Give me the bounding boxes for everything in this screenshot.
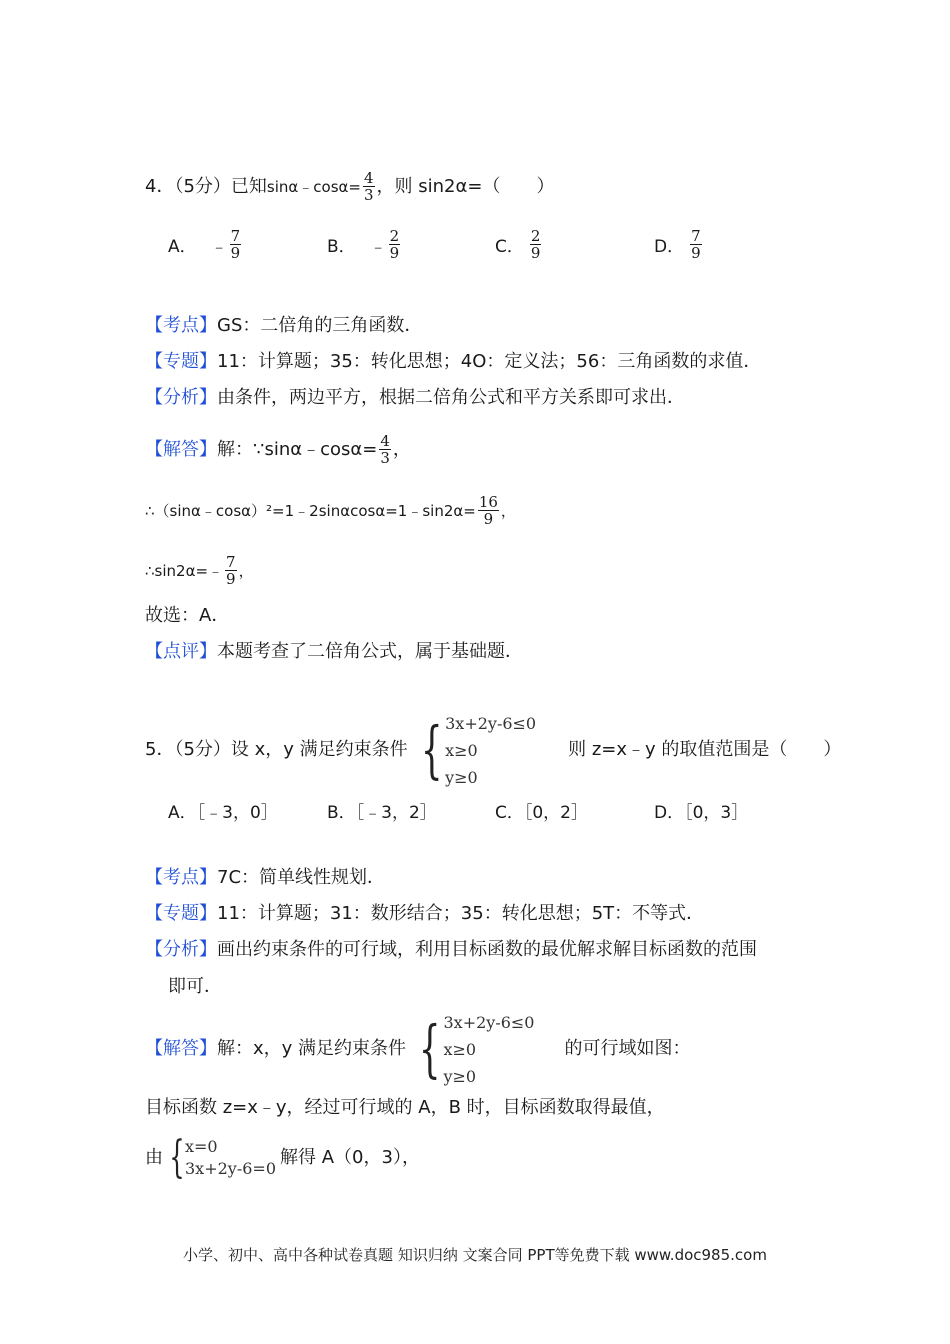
q5-fenxi xyxy=(145,938,757,962)
kaodian-text: 7C：简单线性规划． xyxy=(217,867,386,888)
kaodian-tag: 【考点】 xyxy=(145,867,217,888)
q4-option-b xyxy=(327,228,402,261)
frac-den: 3 xyxy=(380,449,390,467)
q4-fenxi xyxy=(145,386,685,410)
frac-num: 4 xyxy=(380,432,390,450)
q5-jieda xyxy=(145,1010,690,1088)
constraint-row: 3x+2y-6≤0 xyxy=(445,713,537,733)
q4-answer xyxy=(145,604,229,628)
q4-jieda xyxy=(145,433,411,466)
q5-stem-pre: 5．（5分）设 x，y 满足约束条件 xyxy=(145,739,408,760)
zhuanti-text: 11：计算题；31：数形结合；35：转化思想；5T：不等式． xyxy=(217,903,705,924)
kaodian-tag: 【考点】 xyxy=(145,315,217,336)
dianping-text: 本题考查了二倍角公式，属于基础题． xyxy=(217,641,523,662)
step3-post: ， xyxy=(238,561,254,580)
zhuanti-tag: 【专题】 xyxy=(145,351,217,372)
footer-text: 小学、初中、高中各种试卷真题 知识归纳 文案合同 PPT等免费下载 www.doc985.com xyxy=(183,1246,767,1264)
frac-num: 2 xyxy=(530,227,541,245)
q4-stem-pre: 4．（5分）已知 xyxy=(145,175,267,197)
option-fraction xyxy=(230,228,242,261)
q5-option-a: A．［﹣3，0］ xyxy=(168,803,278,823)
frac-den: 9 xyxy=(226,570,236,588)
q4-stem-post: ，则 sin2α=（ ） xyxy=(376,175,555,197)
left-brace-icon: { xyxy=(169,1132,185,1183)
fenxi-text-1: 画出约束条件的可行域，利用目标函数的最优解求解目标函数的范围 xyxy=(217,939,757,960)
q4-step3 xyxy=(145,554,254,587)
constraint-row: x≥0 xyxy=(443,1039,477,1059)
option-fraction xyxy=(389,228,401,261)
constraint-row: x≥0 xyxy=(445,740,478,760)
step2-text: 目标函数 z=x﹣y，经过可行域的 A，B 时，目标函数取得最值， xyxy=(145,1097,665,1118)
equation-row: x=0 xyxy=(185,1137,218,1156)
jieda-pre: 解：x，y 满足约束条件 xyxy=(217,1038,407,1059)
fenxi-tag: 【分析】 xyxy=(145,387,217,408)
q5-option-c: C．［0，2］ xyxy=(495,803,589,823)
q4-stem-frac-den: 3 xyxy=(363,186,374,204)
jieda-post: ， xyxy=(392,438,411,460)
constraint-row: y≥0 xyxy=(443,1066,477,1086)
step3-post: 解得 A（0，3）， xyxy=(280,1147,420,1168)
frac-num: 16 xyxy=(478,493,498,511)
option-label: D． xyxy=(654,237,685,257)
constraint-row: 3x+2y-6≤0 xyxy=(443,1012,535,1032)
frac-den: 9 xyxy=(530,244,541,262)
frac-num: 2 xyxy=(389,227,400,245)
q4-stem-frac-num: 4 xyxy=(363,169,374,187)
q4-step2 xyxy=(145,494,516,527)
option-fraction xyxy=(530,228,542,261)
frac-num: 7 xyxy=(691,227,701,245)
fenxi-tag: 【分析】 xyxy=(145,939,217,960)
q5-constraint-system xyxy=(412,710,536,791)
option-sign: ﹣ xyxy=(210,237,228,257)
frac-den: 9 xyxy=(691,244,701,262)
q5-step3 xyxy=(145,1134,420,1182)
frac-den: 9 xyxy=(230,244,241,262)
kaodian-text: GS：二倍角的三角函数． xyxy=(217,315,423,336)
q4-option-d xyxy=(654,228,704,261)
equation-row: 3x+2y-6=0 xyxy=(185,1159,276,1178)
q5-fenxi-cont xyxy=(168,975,222,999)
left-brace-icon: { xyxy=(418,1012,441,1085)
jieda-post: 的可行域如图： xyxy=(564,1038,691,1059)
answer-text: 故选：A． xyxy=(145,605,230,626)
frac-den: 9 xyxy=(389,244,400,262)
option-label: C． xyxy=(495,237,524,257)
q5-equation-system xyxy=(163,1132,276,1183)
q5-option-b: B．［﹣3，2］ xyxy=(327,803,437,823)
option-label: B． xyxy=(327,237,356,257)
frac-den: 9 xyxy=(483,510,494,528)
q4-option-c xyxy=(495,228,543,261)
left-brace-icon: { xyxy=(420,713,443,786)
q5-kaodian xyxy=(145,866,385,890)
step3-fraction xyxy=(225,554,237,587)
jieda-fraction xyxy=(379,433,391,466)
option-fraction xyxy=(690,228,702,261)
step2-post: ， xyxy=(500,501,516,520)
fenxi-text: 由条件，两边平方，根据二倍角公式和平方关系即可求出． xyxy=(217,387,685,408)
jieda-pre: 解：∵sinα﹣cosα= xyxy=(217,438,378,460)
option-label: A． xyxy=(168,237,197,257)
q4-stem xyxy=(145,170,554,203)
step2-fraction xyxy=(478,494,499,527)
constraint-row: y≥0 xyxy=(445,767,478,787)
q5-stem xyxy=(145,710,841,790)
frac-num: 7 xyxy=(226,553,236,571)
q4-kaodian xyxy=(145,314,422,338)
option-sign: ﹣ xyxy=(369,237,387,257)
jieda-tag: 【解答】 xyxy=(145,1038,217,1059)
q4-dianping xyxy=(145,640,523,664)
q4-stem-fraction xyxy=(363,170,375,203)
q5-zhuanti xyxy=(145,902,704,926)
frac-num: 7 xyxy=(230,227,241,245)
q5-option-d: D．［0，3］ xyxy=(654,803,749,823)
step3-pre: ∴sin2α=﹣ xyxy=(145,561,224,580)
q5-jieda-constraint-system xyxy=(410,1009,534,1090)
step2-pre: ∴（sinα﹣cosα）²=1﹣2sinαcosα=1﹣sin2α= xyxy=(145,501,476,520)
jieda-tag: 【解答】 xyxy=(145,438,217,460)
q4-zhuanti xyxy=(145,350,761,374)
zhuanti-tag: 【专题】 xyxy=(145,903,217,924)
fenxi-text-2: 即可． xyxy=(168,976,222,997)
q4-option-a xyxy=(168,228,243,261)
q5-step2 xyxy=(145,1096,665,1120)
q5-stem-post: 则 z=x﹣y 的取值范围是（ ） xyxy=(568,739,842,760)
zhuanti-text: 11：计算题；35：转化思想；4O：定义法；56：三角函数的求值． xyxy=(217,351,762,372)
q4-stem-expr: sinα﹣cosα= xyxy=(266,177,361,196)
dianping-tag: 【点评】 xyxy=(145,641,217,662)
step3-pre: 由 xyxy=(145,1147,163,1168)
